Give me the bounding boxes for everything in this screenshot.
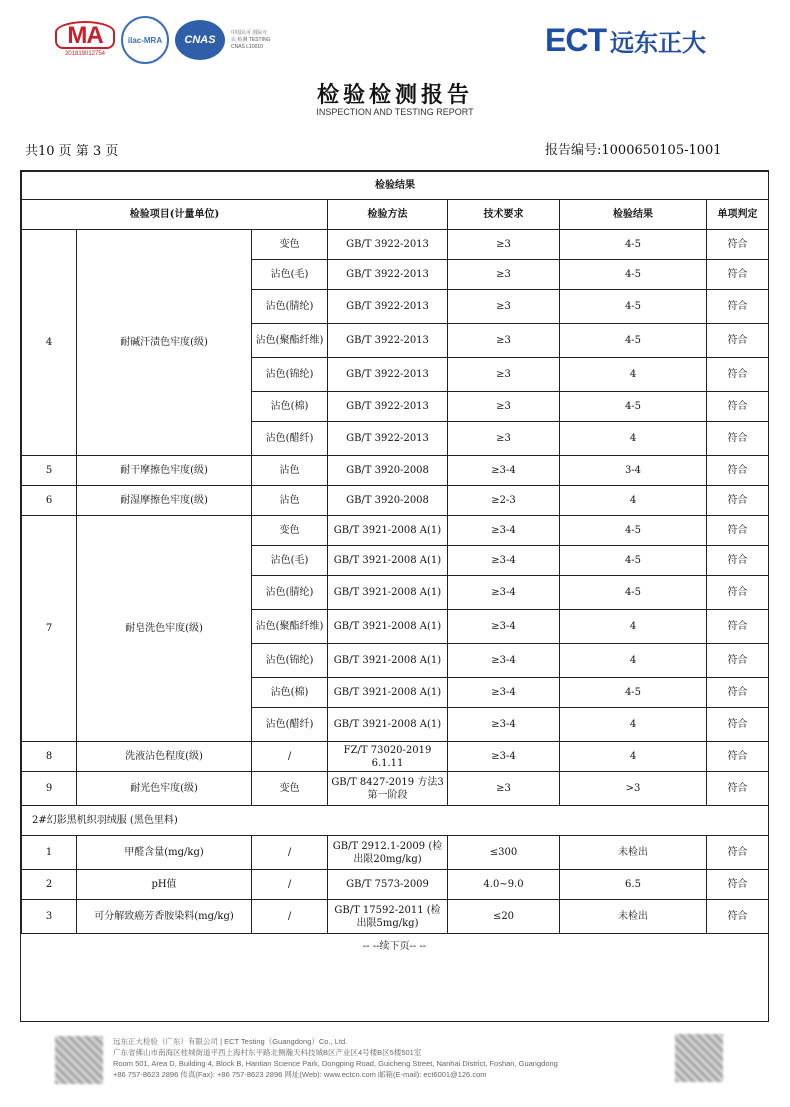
test-result: 6.5 xyxy=(560,870,707,900)
sub-item: 沾色(锦纶) xyxy=(252,358,328,392)
judgement: 符合 xyxy=(707,486,769,516)
table-row xyxy=(22,772,769,806)
footer-address-cn: 广东省佛山市南海区桂城街道平西上海村东平路北侧瀚天科技城B区产业区4号楼B区5楼501室 xyxy=(113,1048,422,1057)
item-number: 3 xyxy=(22,900,77,934)
technical-requirement: ≥3-4 xyxy=(448,456,560,486)
sub-item: 沾色(毛) xyxy=(252,546,328,576)
page-info: 共10 页 第 3 页 xyxy=(25,144,119,159)
header-judgement: 单项判定 xyxy=(707,200,769,230)
sub-item: 沾色(聚酯纤维) xyxy=(252,324,328,358)
sub-item: 沾色(棉) xyxy=(252,678,328,708)
test-method: GB/T 7573-2009 xyxy=(328,870,448,900)
judgement: 符合 xyxy=(707,610,769,644)
test-method: GB/T 3921-2008 A(1) xyxy=(328,576,448,610)
item-name: 耐光色牢度(级) xyxy=(77,772,252,806)
test-method: GB/T 3921-2008 A(1) xyxy=(328,678,448,708)
item-name: 耐湿摩擦色牢度(级) xyxy=(77,486,252,516)
results-table-frame xyxy=(20,170,769,1022)
sub-item: 沾色 xyxy=(252,486,328,516)
test-method: GB/T 3921-2008 A(1) xyxy=(328,610,448,644)
item-number: 4 xyxy=(22,230,77,456)
table-row xyxy=(22,836,769,870)
table-row xyxy=(22,900,769,934)
judgement: 符合 xyxy=(707,576,769,610)
test-method: GB/T 3921-2008 A(1) xyxy=(328,644,448,678)
test-method: GB/T 3921-2008 A(1) xyxy=(328,516,448,546)
item-number: 1 xyxy=(22,836,77,870)
table-row xyxy=(22,230,769,260)
sub-item: 沾色(聚酯纤维) xyxy=(252,610,328,644)
test-result: 4-5 xyxy=(560,290,707,324)
judgement: 符合 xyxy=(707,230,769,260)
test-method: GB/T 3922-2013 xyxy=(328,260,448,290)
technical-requirement: ≥2-3 xyxy=(448,486,560,516)
judgement: 符合 xyxy=(707,324,769,358)
judgement: 符合 xyxy=(707,422,769,456)
judgement: 符合 xyxy=(707,772,769,806)
technical-requirement: ≤20 xyxy=(448,900,560,934)
test-result: 3-4 xyxy=(560,456,707,486)
cma-mark: MA xyxy=(55,21,115,49)
judgement: 符合 xyxy=(707,870,769,900)
report-title: 检验检测报告 xyxy=(316,83,473,108)
item-number: 8 xyxy=(22,742,77,772)
footer xyxy=(55,1032,735,1092)
test-result: 未检出 xyxy=(560,900,707,934)
ilac-mra-logo: ilac-MRA xyxy=(121,16,169,64)
test-method: GB/T 3920-2008 xyxy=(328,456,448,486)
sub-item: / xyxy=(252,742,328,772)
judgement: 符合 xyxy=(707,358,769,392)
table-row xyxy=(22,742,769,772)
cma-number: 201819012754 xyxy=(64,51,106,57)
item-name: 可分解致癌芳香胺染料(mg/kg) xyxy=(77,900,252,934)
test-result: >3 xyxy=(560,772,707,806)
technical-requirement: ≥3 xyxy=(448,392,560,422)
judgement: 符合 xyxy=(707,678,769,708)
test-result: 4-5 xyxy=(560,230,707,260)
test-method: GB/T 3921-2008 A(1) xyxy=(328,708,448,742)
table-row xyxy=(22,486,769,516)
technical-requirement: ≥3-4 xyxy=(448,708,560,742)
sub-item: 变色 xyxy=(252,772,328,806)
judgement: 符合 xyxy=(707,900,769,934)
technical-requirement: ≥3-4 xyxy=(448,546,560,576)
technical-requirement: ≥3-4 xyxy=(448,644,560,678)
test-method: GB/T 3921-2008 A(1) xyxy=(328,546,448,576)
test-result: 4-5 xyxy=(560,260,707,290)
item-number: 6 xyxy=(22,486,77,516)
technical-requirement: ≥3 xyxy=(448,260,560,290)
results-table xyxy=(21,171,769,934)
table-row xyxy=(22,870,769,900)
qr-code-icon xyxy=(55,1036,103,1084)
footer-text xyxy=(113,1036,673,1080)
test-result: 4-5 xyxy=(560,392,707,422)
judgement: 符合 xyxy=(707,708,769,742)
technical-requirement: ≥3-4 xyxy=(448,610,560,644)
test-result: 未检出 xyxy=(560,836,707,870)
sub-item: / xyxy=(252,870,328,900)
table-caption-row xyxy=(22,172,769,200)
continued-note: -- --续下页-- -- xyxy=(362,941,427,952)
table-header-row xyxy=(22,200,769,230)
sub-item: 变色 xyxy=(252,516,328,546)
report-number: 报告编号:1000650105-1001 xyxy=(545,143,722,158)
judgement: 符合 xyxy=(707,290,769,324)
test-result: 4-5 xyxy=(560,576,707,610)
technical-requirement: ≥3-4 xyxy=(448,678,560,708)
header-method: 检验方法 xyxy=(328,200,448,230)
sub-item: 沾色(醋纤) xyxy=(252,708,328,742)
test-method: GB/T 3922-2013 xyxy=(328,290,448,324)
test-method: GB/T 8427-2019 方法3 第一阶段 xyxy=(328,772,448,806)
test-method: GB/T 3922-2013 xyxy=(328,230,448,260)
judgement: 符合 xyxy=(707,644,769,678)
technical-requirement: ≥3 xyxy=(448,324,560,358)
header-item: 检验项目(计量单位) xyxy=(22,200,328,230)
item-name: 耐干摩擦色牢度(级) xyxy=(77,456,252,486)
technical-requirement: ≥3 xyxy=(448,772,560,806)
judgement: 符合 xyxy=(707,260,769,290)
ect-brand-logo xyxy=(545,22,706,59)
footer-address-en: Room 501, Area D, Building 4, Block B, Hantian Science Park, Dongping Road, Guicheng Street, Nanhai District, Foshan, Guangdong xyxy=(113,1059,558,1068)
sub-item: 沾色(锦纶) xyxy=(252,644,328,678)
judgement: 符合 xyxy=(707,836,769,870)
test-method: GB/T 2912.1-2009 (检出限20mg/kg) xyxy=(328,836,448,870)
accreditation-logos xyxy=(55,18,271,62)
judgement: 符合 xyxy=(707,516,769,546)
brand-cn: 远东正大 xyxy=(610,29,706,57)
judgement: 符合 xyxy=(707,392,769,422)
test-method: GB/T 3922-2013 xyxy=(328,422,448,456)
technical-requirement: ≥3 xyxy=(448,230,560,260)
table-row xyxy=(22,456,769,486)
footer-contact: +86 757-8623 2896 传真(Fax): +86 757-8623 2896 网址(Web): www.ectcn.com 邮箱(E-mail): ect6001@126.com xyxy=(113,1070,487,1079)
table-row xyxy=(22,516,769,546)
sub-item: 沾色(醋纤) xyxy=(252,422,328,456)
qr-code-icon xyxy=(675,1034,723,1082)
test-result: 4-5 xyxy=(560,516,707,546)
test-result: 4 xyxy=(560,422,707,456)
test-result: 4 xyxy=(560,644,707,678)
test-result: 4 xyxy=(560,708,707,742)
item-name: 洗液沾色程度(级) xyxy=(77,742,252,772)
item-name: 耐皂洗色牢度(级) xyxy=(77,516,252,742)
brand-ect: ECT xyxy=(545,22,606,58)
test-result: 4 xyxy=(560,486,707,516)
technical-requirement: ≥3-4 xyxy=(448,576,560,610)
report-subtitle: INSPECTION AND TESTING REPORT xyxy=(316,107,474,117)
sub-item: 变色 xyxy=(252,230,328,260)
sub-item: 沾色(腈纶) xyxy=(252,290,328,324)
technical-requirement: ≥3 xyxy=(448,358,560,392)
footer-company: 远东正大检验（广东）有限公司 | ECT Testing（Guangdong）Co., Ltd. xyxy=(113,1037,348,1046)
item-number: 5 xyxy=(22,456,77,486)
test-result: 4-5 xyxy=(560,324,707,358)
item-name: 耐碱汗渍色牢度(级) xyxy=(77,230,252,456)
technical-requirement: ≥3 xyxy=(448,422,560,456)
header-requirement: 技术要求 xyxy=(448,200,560,230)
technical-requirement: ≥3-4 xyxy=(448,516,560,546)
sub-item: 沾色(毛) xyxy=(252,260,328,290)
test-method: GB/T 3922-2013 xyxy=(328,392,448,422)
section-label: 2#幻影黑机织羽绒服 (黑色里料) xyxy=(22,806,769,836)
technical-requirement: ≥3-4 xyxy=(448,742,560,772)
cma-logo xyxy=(55,21,115,59)
test-result: 4-5 xyxy=(560,546,707,576)
test-method: GB/T 3922-2013 xyxy=(328,324,448,358)
technical-requirement: ≥3 xyxy=(448,290,560,324)
header-result: 检验结果 xyxy=(560,200,707,230)
sub-item: / xyxy=(252,900,328,934)
sub-item: 沾色(棉) xyxy=(252,392,328,422)
sub-item: 沾色(腈纶) xyxy=(252,576,328,610)
cnas-logo: CNAS xyxy=(175,20,225,60)
test-method: GB/T 17592-2011 (检出限5mg/kg) xyxy=(328,900,448,934)
technical-requirement: ≤300 xyxy=(448,836,560,870)
section-row xyxy=(22,806,769,836)
test-result: 4 xyxy=(560,610,707,644)
judgement: 符合 xyxy=(707,742,769,772)
sub-item: / xyxy=(252,836,328,870)
item-number: 9 xyxy=(22,772,77,806)
technical-requirement: 4.0~9.0 xyxy=(448,870,560,900)
item-name: pH值 xyxy=(77,870,252,900)
test-method: GB/T 3922-2013 xyxy=(328,358,448,392)
test-result: 4-5 xyxy=(560,678,707,708)
item-name: 甲醛含量(mg/kg) xyxy=(77,836,252,870)
item-number: 7 xyxy=(22,516,77,742)
test-method: FZ/T 73020-2019 6.1.11 xyxy=(328,742,448,772)
test-result: 4 xyxy=(560,742,707,772)
sub-item: 沾色 xyxy=(252,456,328,486)
test-method: GB/T 3920-2008 xyxy=(328,486,448,516)
table-caption: 检验结果 xyxy=(22,172,769,200)
item-number: 2 xyxy=(22,870,77,900)
judgement: 符合 xyxy=(707,456,769,486)
cnas-caption: 中国认可 国际互认 检测 TESTING CNAS L10010 xyxy=(231,29,271,50)
test-result: 4 xyxy=(560,358,707,392)
judgement: 符合 xyxy=(707,546,769,576)
